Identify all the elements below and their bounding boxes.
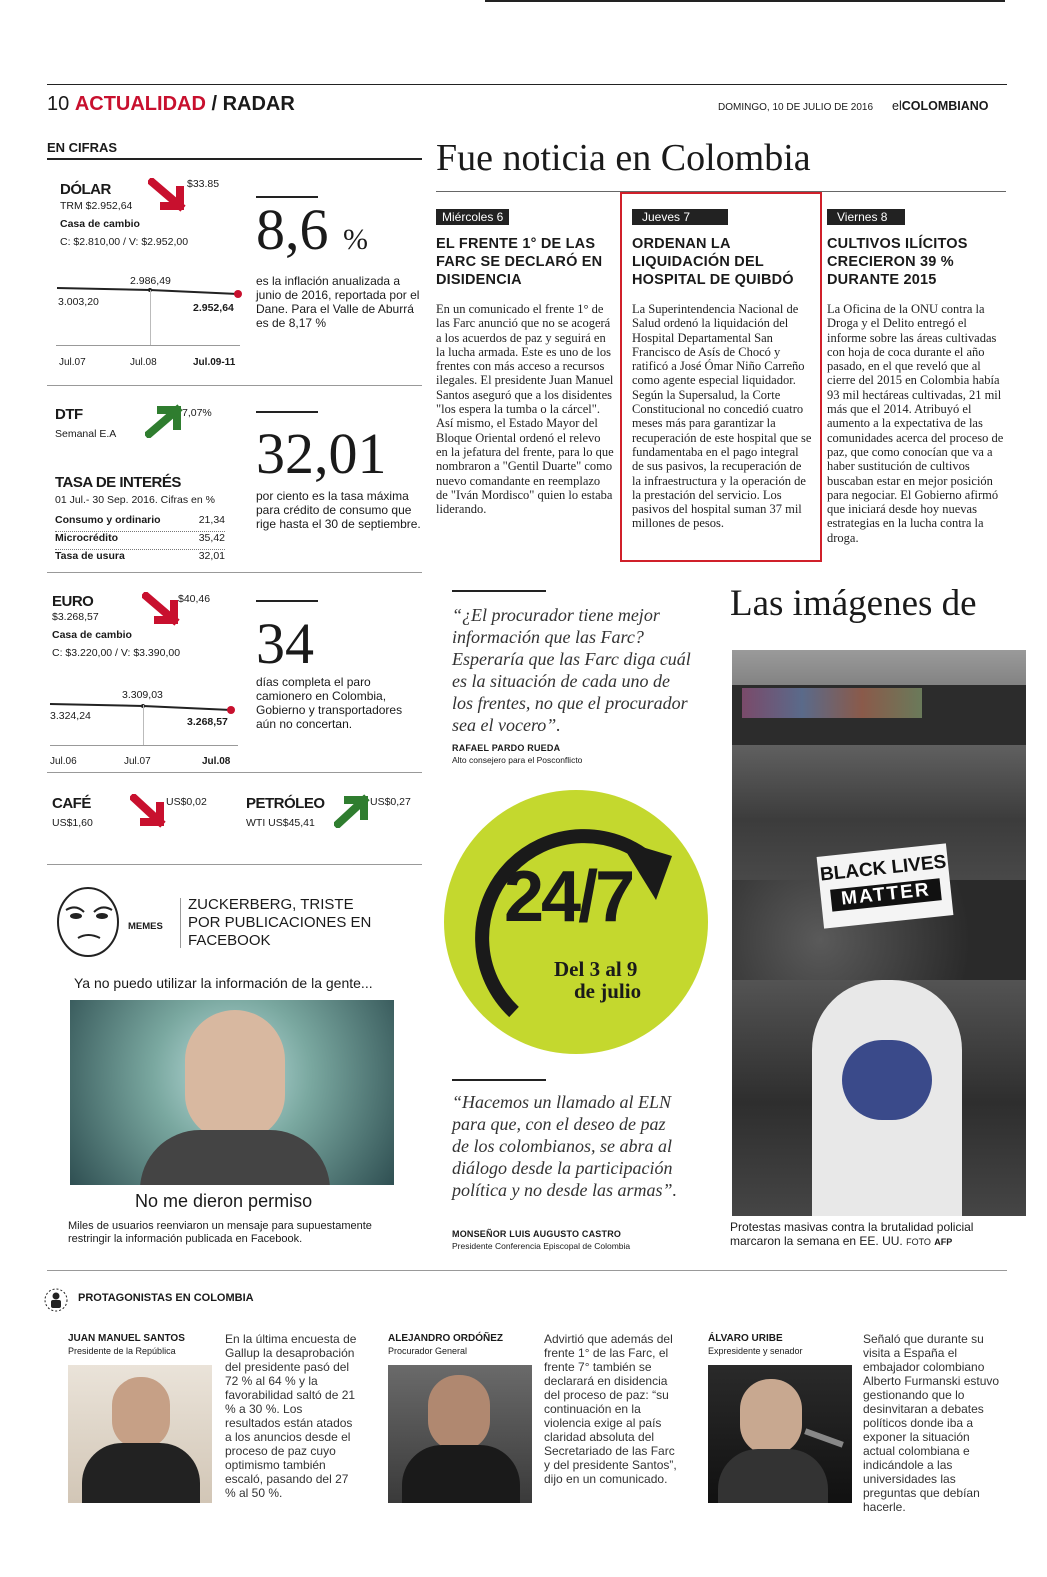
dolar-down-arrow-icon — [148, 178, 188, 212]
dtf-name: DTF — [55, 406, 83, 423]
dtf-up-arrow-icon — [145, 404, 185, 438]
shirt-shape — [140, 1130, 330, 1185]
dolar-trm: TRM $2.952,64 — [60, 200, 133, 212]
dolar-casa: Casa de cambio — [60, 218, 140, 230]
noticia-title: Fue noticia en Colombia — [436, 137, 811, 179]
brand-prefix: el — [892, 99, 902, 113]
memes-divider — [180, 898, 181, 948]
dolar-cv: C: $2.810,00 / V: $2.952,00 — [60, 236, 189, 248]
euro-grid — [143, 705, 144, 745]
dolar-point-2: 2.986,49 — [130, 275, 171, 287]
quote2-rule — [452, 1079, 546, 1081]
stat3-text: días completa el paro camionero en Colombia, Gobierno y transportadores aún no concertan. — [256, 675, 403, 731]
weekly-badge — [444, 772, 708, 1082]
stat1-number — [256, 197, 368, 270]
memes-title: ZUCKERBERG, TRISTE POR PUBLICACIONES EN FACEBOOK — [188, 896, 372, 949]
ordonez-photo — [388, 1365, 532, 1503]
euro-point-3: 3.268,57 — [187, 716, 228, 728]
caption-text: Protestas masivas contra la brutalidad policial marcaron la semana en EE. UU. — [730, 1220, 974, 1248]
cifras-rule — [47, 158, 422, 160]
protest-photo — [732, 650, 1026, 1216]
memes-label: MEMES — [128, 921, 163, 932]
person2-role: Procurador General — [388, 1346, 468, 1356]
stat2-text: por ciento es la tasa máxima para crédito de consumo que rige hasta el 30 de septiembre. — [256, 489, 421, 531]
euro-cv: C: $3.220,00 / V: $3.390,00 — [52, 647, 181, 659]
dolar-date-1: Jul.07 — [59, 357, 86, 368]
badge-big: 24/7 — [504, 857, 633, 937]
tasa-label: Consumo y ordinario — [55, 514, 161, 526]
stat3-rule — [256, 600, 318, 602]
section-separator: / — [211, 93, 218, 115]
petroleo-name: PETRÓLEO — [246, 795, 325, 812]
protagonistas-title: PROTAGONISTAS EN COLOMBIA — [78, 1292, 254, 1304]
cafe-name: CAFÉ — [52, 795, 91, 812]
tasa-value: 32,01 — [198, 550, 225, 562]
tasa-name: TASA DE INTERÉS — [55, 474, 181, 491]
cifras-divider-3 — [47, 772, 422, 773]
euro-date-3: Jul.08 — [202, 756, 231, 767]
stat1-unit: % — [343, 223, 368, 256]
dolar-point-3: 2.952,64 — [193, 302, 234, 314]
day-tag: Jueves 7 — [632, 209, 728, 225]
cifras-divider-2 — [47, 572, 422, 573]
euro-down-arrow-icon — [142, 592, 182, 626]
cifras-title: EN CIFRAS — [47, 140, 118, 155]
santos-photo — [68, 1365, 212, 1503]
noticia-col2-body: La Superintendencia Nacional de Salud ordenó la liquidación del Hospital Departamental San Francisco de Asís de Chocó y ratificó a José Ómar Niño Carreño como agente especial liquidador. Según la Supersalud, la Corte Constitucional no concedió cuatro meses más para garantizar la recuperación de este hospital que se fundamentaba en el pago integral de sus pasivos, la recuperación de la infraestructura y la operación de la prestación del servicio. Los pasivos del hospital suman 37 mil millones de pesos. — [632, 302, 812, 531]
quote1-rule — [452, 590, 546, 592]
euro-date-2: Jul.07 — [124, 756, 151, 767]
tasa-label: Tasa de usura — [55, 550, 125, 562]
tasa-row — [55, 532, 225, 550]
sign-line1: BLACK LIVES — [819, 851, 948, 886]
tasa-table — [55, 514, 225, 568]
cafe-change: US$0,02 — [166, 796, 207, 808]
cifras-divider-4 — [47, 864, 422, 865]
quote1-text: “¿El procurador tiene mejor información que las Farc? Esperaría que las Farc diga cuál es la situación de cada uno de los frentes, no que el procurador sea el vocero”. — [452, 605, 691, 735]
stat2-rule — [256, 411, 318, 413]
subsection-name: RADAR — [222, 93, 295, 115]
person3-name: ÁLVARO URIBE — [708, 1333, 783, 1344]
suit-shape — [82, 1443, 200, 1503]
euro-name: EURO — [52, 593, 94, 610]
tasa-value: 35,42 — [198, 532, 225, 544]
stat1-text: es la inflación anualizada a junio de 2016, reportada por el Dane. Para el Valle de Aburrá es de 8,17 % — [256, 274, 420, 330]
memes-caption: Miles de usuarios reenviaron un mensaje para supuestamente restringir la información publicada en Facebook. — [68, 1220, 372, 1245]
quote1-author: RAFAEL PARDO RUEDA — [452, 743, 561, 753]
petroleo-change: US$0,27 — [370, 796, 411, 808]
dolar-axis — [56, 345, 240, 346]
caption-credit: AFP — [934, 1237, 953, 1247]
noticia-col3-day — [827, 208, 905, 226]
person2-name: ALEJANDRO ORDÓÑEZ — [388, 1333, 504, 1344]
imagenes-title: Las imágenes de — [730, 583, 977, 624]
dolar-point-1: 3.003,20 — [58, 296, 99, 308]
section-name: ACTUALIDAD — [74, 93, 206, 115]
tasa-sub: 01 Jul.- 30 Sep. 2016. Cifras en % — [55, 494, 215, 506]
section-header — [47, 92, 295, 116]
cafe-value: US$1,60 — [52, 817, 93, 829]
page-date: DOMINGO, 10 DE JULIO DE 2016 — [718, 102, 874, 113]
header-rule — [47, 84, 1007, 85]
noticia-col1-day — [436, 208, 509, 226]
person3-role: Expresidente y senador — [708, 1346, 803, 1356]
euro-casa: Casa de cambio — [52, 629, 132, 641]
tasa-row — [55, 550, 225, 568]
face-shape — [428, 1375, 490, 1451]
face-shape — [112, 1377, 170, 1449]
euro-change: $40,46 — [178, 593, 211, 605]
euro-axis — [50, 745, 238, 746]
backpack-logo — [842, 1040, 932, 1120]
quote2-role: Presidente Conferencia Episcopal de Colombia — [452, 1241, 631, 1251]
euro-point-2: 3.309,03 — [122, 689, 163, 701]
dtf-sub: Semanal E.A — [55, 428, 117, 440]
face-shape — [185, 1010, 285, 1140]
imagenes-caption — [730, 1220, 1010, 1249]
protest-sign — [817, 843, 954, 928]
protagonistas-rule — [47, 1270, 1007, 1271]
uribe-photo — [708, 1365, 852, 1503]
dolar-change: $33.85 — [187, 178, 220, 190]
stat1-value: 8,6 — [256, 197, 329, 262]
caption-credit-label: FOTO — [906, 1237, 931, 1247]
meme-face-icon — [50, 882, 126, 958]
badge-line1: Del 3 al 9 — [554, 957, 638, 981]
noticia-col3-body: La Oficina de la ONU contra la Droga y el Delito entregó el informe sobre las áreas cultivadas con hoja de coca durante el año pasado, en el que reveló que al cierre del 2015 en Colombia había 93 mil hectáreas cultivadas, 21 mil más que el 2014. Atribuyó el aumento a la expectativa de las comunidades acerca del proceso de paz, que como conocían que va a haber sustitución de cultivos buscaban estar en mejor posición para negociar. El Gobierno afirmó que iniciará desde hoy nuevas estrategias en la lucha contra la droga. — [827, 302, 1004, 545]
euro-date-1: Jul.06 — [50, 756, 77, 767]
noticia-col3-headline: CULTIVOS ILÍCITOS CRECIERON 39 % DURANTE 2015 — [827, 236, 968, 288]
tasa-label: Microcrédito — [55, 532, 119, 544]
person1-text: En la última encuesta de Gallup la desaprobación del presidente pasó del 72 % al 64 % y la favorabilidad saltó de 21 % a 30 %. Los resultados están atados a los anuncios desde el proceso de paz cuyo optimismo también escaló, pasando del 27 % al 50 %. — [225, 1332, 357, 1500]
meme-bottom-text: No me dieron permiso — [135, 1191, 313, 1211]
suit-shape — [718, 1449, 828, 1503]
day-tag: Viernes 8 — [827, 209, 905, 225]
quote2-author: MONSEÑOR LUIS AUGUSTO CASTRO — [452, 1229, 622, 1239]
brand-name: COLOMBIANO — [901, 99, 989, 113]
person-icon — [44, 1288, 68, 1312]
top-rule — [485, 0, 1005, 2]
noticia-col2-headline: ORDENAN LA LIQUIDACIÓN DEL HOSPITAL DE QUIBDÓ — [632, 236, 794, 288]
face-shape — [740, 1379, 802, 1455]
dtf-value: 7,07% — [182, 407, 212, 419]
brand-logo — [892, 99, 989, 113]
noticia-col1-body: En un comunicado el frente 1° de las Farc anunció que no se acogerá a los acuerdos de paz y seguirá en la lucha armada. Este es uno de los frentes con más acceso a recursos ilegales. El presidente Juan Manuel Santos aseguró que a los disidentes "los espera la tumba o la cárcel". Así mismo, el Estado Mayor del Bloque Oriental ordenó el relevo en la jefatura del frente, para lo que nombraron a "Gentil Duarte" como nuevo comandante en reemplazo de "Iván Mordisco" quien lo estaba liderando. — [436, 302, 614, 517]
petroleo-value: WTI US$45,41 — [246, 817, 315, 829]
badge-line2: de julio — [574, 979, 642, 1003]
person2-text: Advirtió que además del frente 1° de las Farc, el frente 7° también se declarará en disidencia del proceso de paz: “su continuación en la violencia exige al país claridad absoluta del Secretariado de las Farc y del presidente Santos”, dijo en un comunicado. — [544, 1332, 677, 1486]
suit-shape — [402, 1445, 520, 1503]
stat2-number: 32,01 — [256, 421, 387, 486]
noticia-col1-headline: EL FRENTE 1° DE LAS FARC SE DECLARÓ EN DISIDENCIA — [436, 236, 603, 288]
petroleo-up-arrow-icon — [334, 794, 372, 828]
person3-text: Señaló que durante su visita a España el embajador colombiano Alberto Furmanski estuvo gestionando que lo desinvitaran a debates políticos donde iba a exponer la situación actual colombiana e indicándole a las universidades las preguntas que debían hacerle. — [863, 1332, 1000, 1514]
page-number: 10 — [47, 93, 70, 115]
dolar-date-2: Jul.08 — [130, 357, 157, 368]
person1-name: JUAN MANUEL SANTOS — [68, 1333, 185, 1344]
day-tag: Miércoles 6 — [436, 209, 509, 225]
noticia-col2-day — [632, 208, 728, 226]
stat3-number: 34 — [256, 611, 314, 676]
cafe-down-arrow-icon — [130, 794, 168, 828]
quote2-text: “Hacemos un llamado al ELN para que, con el deseo de paz de los colombianos, se abra al diálogo desde la participación política y no desde las armas”. — [452, 1092, 677, 1200]
tasa-value: 21,34 — [198, 514, 225, 526]
euro-trm: $3.268,57 — [52, 611, 99, 623]
tasa-row — [55, 514, 225, 532]
person1-role: Presidente de la República — [68, 1346, 176, 1356]
quote1-role: Alto consejero para el Posconflicto — [452, 755, 583, 765]
sign-line2: MATTER — [830, 878, 942, 911]
dolar-grid — [150, 290, 151, 345]
microphone-shape — [804, 1428, 844, 1447]
cifras-divider-1 — [47, 385, 422, 386]
dolar-date-3: Jul.09-11 — [193, 357, 236, 368]
dolar-name: DÓLAR — [60, 181, 111, 198]
meme-top-text: Ya no puedo utilizar la información de la gente... — [74, 975, 373, 991]
graffiti-shape — [742, 688, 922, 718]
euro-point-1: 3.324,24 — [50, 710, 91, 722]
zuckerberg-photo — [70, 1000, 394, 1185]
